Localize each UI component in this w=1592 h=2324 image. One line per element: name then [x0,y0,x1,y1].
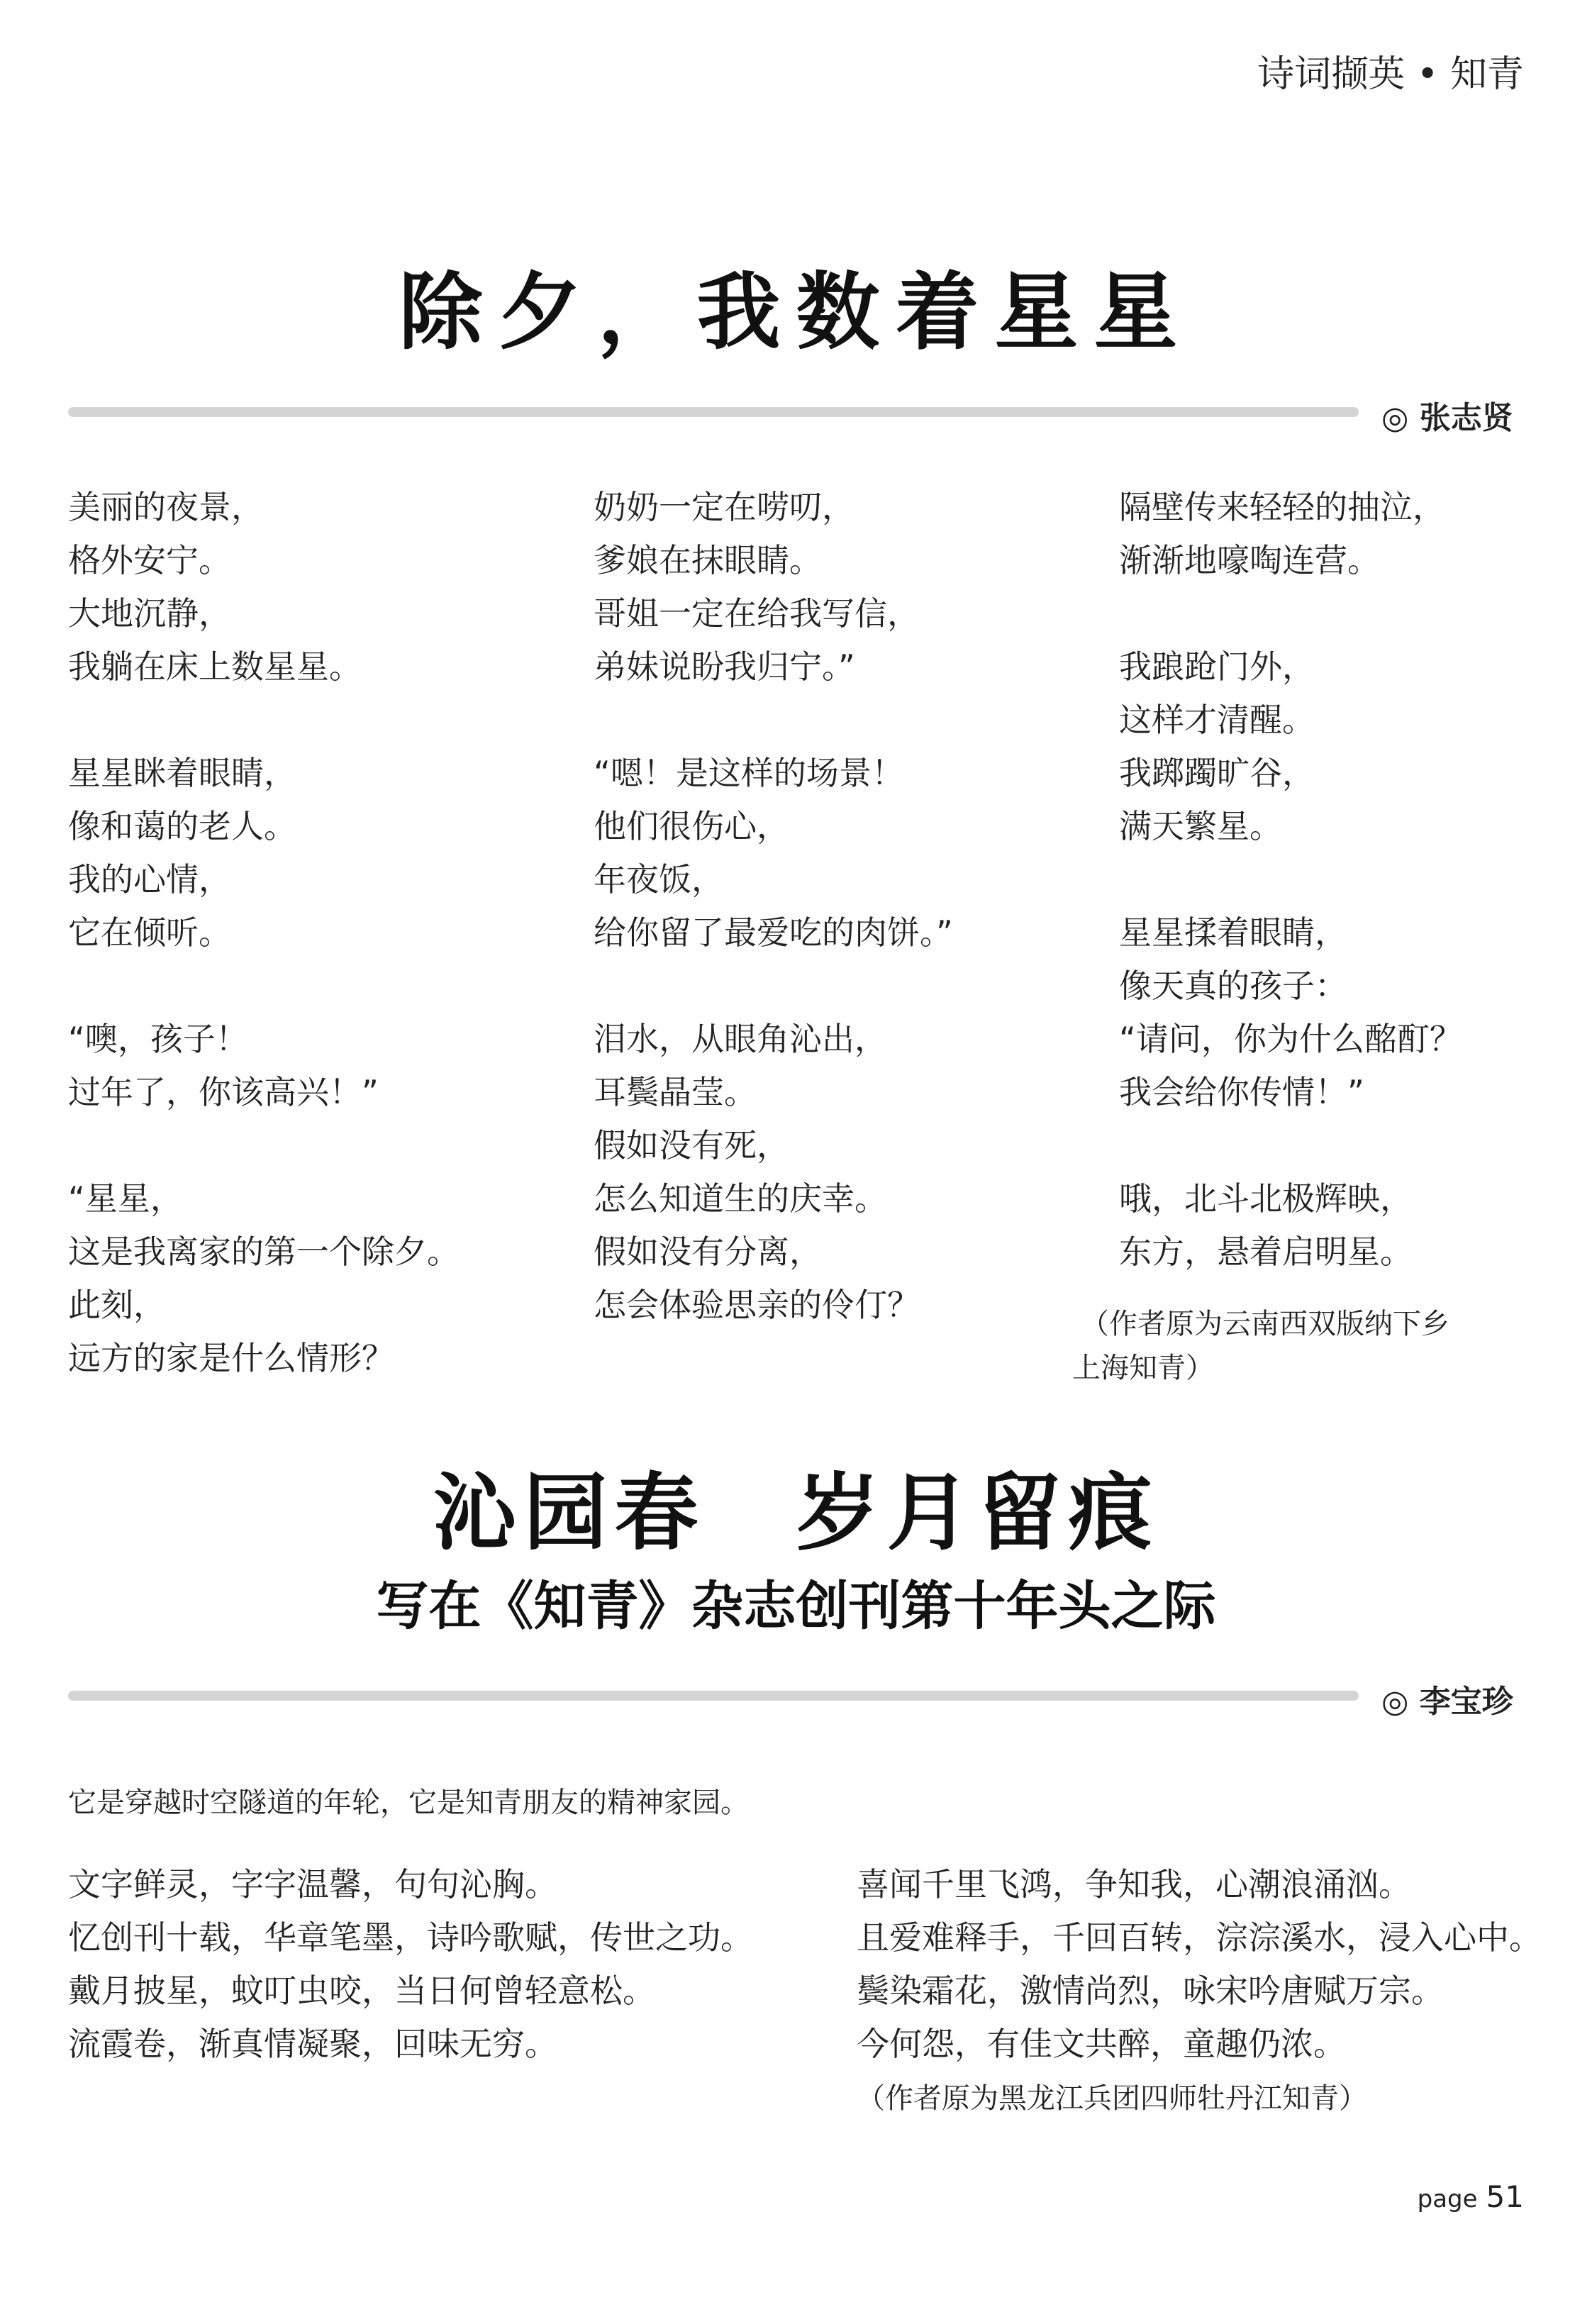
poem1-col2-line: 泪水，从眼角沁出， [594,1020,887,1058]
poem1-col2-line: 耳鬓晶莹。 [594,1073,757,1111]
poem1-col3-line: 这样才清醒。 [1119,701,1315,739]
poem1-col3-line: 哦，北斗北极辉映， [1119,1179,1413,1218]
divider-rule-1 [68,407,1359,417]
poem1-col2-line: 给你留了最爱吃的肉饼。” [594,913,953,952]
poem1-author-note [1072,1302,1449,1390]
poem2-col1-line: 流霞卷，渐真情凝聚，回味无穷。 [68,2025,557,2063]
poem2-col2-line: 今何怨，有佳文共醉，童趣仍浓。 [857,2025,1346,2063]
poem1-col3-line: “请问，你为什么酩酊？ [1119,1020,1462,1058]
poem1-col2-line: 怎么知道生的庆幸。 [594,1179,887,1218]
poem1-col1-line: “噢，孩子！ [68,1020,248,1058]
poem1-column-1 [68,481,460,1385]
poem1-col1-line: “星星， [68,1179,183,1218]
poem1-col3-line: 东方，悬着启明星。 [1119,1233,1413,1271]
page-number [1418,2179,1524,2214]
poem1-col3-line: 我会给你传情！” [1119,1073,1364,1111]
poem1-note-line-1: （作者原为云南西双版纳下乡 [1081,1308,1449,1340]
divider-rule-2 [68,1691,1359,1701]
poem1-col2-line: 年夜饭， [594,860,724,899]
poem1-col2-line: “嗯！是这样的场景！ [594,754,904,792]
poem1-col2-line: 爹娘在抹眼睛。 [594,541,822,579]
poem1-col3-line: 星星揉着眼睛， [1119,913,1347,952]
poem2-col2-line: 鬓染霜花，激情尚烈，咏宋吟唐赋万宗。 [857,1972,1444,2010]
poem1-col3-line [1119,587,1462,640]
poem1-col1-line: 我的心情， [68,860,231,899]
poem1-col2-line: 他们很伤心， [594,807,789,845]
page-number-value: 51 [1486,2179,1524,2214]
poem1-col3-line [1119,853,1462,906]
poem1-col1-line: 这是我离家的第一个除夕。 [68,1233,460,1271]
poem1-col3-line: 渐渐地嚎啕连营。 [1119,541,1380,579]
poem1-column-2 [594,481,953,1332]
poem2-col1-line: 戴月披星，蚊叮虫咬，当日何曾轻意松。 [68,1972,655,2010]
poem1-column-3 [1119,481,1462,1279]
poem1-col3-line: 我踯躅旷谷， [1119,754,1315,792]
poem2-col1-line: 文字鲜灵，字字温馨，句句沁胸。 [68,1865,557,1903]
poem1-col2-line [594,694,953,747]
poem1-col1-line [68,960,460,1013]
poem2-intro: 它是穿越时空隧道的年轮，它是知青朋友的精神家园。 [68,1786,749,1819]
poem1-col2-line: 怎会体验思亲的伶仃？ [594,1286,920,1324]
poem1-col1-line: 此刻， [68,1286,166,1324]
poem1-col3-line: 像天真的孩子： [1119,967,1347,1005]
poem1-col3-line: 满天繁星。 [1119,807,1282,845]
poem1-note-line-2: 上海知青） [1072,1352,1214,1384]
poem1-title: 除夕，我数着星星 [399,263,1193,361]
poem1-col1-line: 格外安宁。 [68,541,231,579]
poem2-column-1 [68,1858,753,2071]
poem1-col2-line: 假如没有死， [594,1126,789,1164]
poem1-col1-line [68,1119,460,1172]
poem2-col2-line: 且爱难释手，千回百转，淙淙溪水，浸入心中。 [857,1918,1542,1957]
section-tag: 诗词撷英 • 知青 [1257,53,1524,96]
poem1-col1-line: 星星眯着眼睛， [68,754,296,792]
poem1-col3-line: 隔壁传来轻轻的抽泣， [1119,488,1445,526]
poem1-col2-line: 哥姐一定在给我写信， [594,594,920,633]
poem1-col2-line [594,960,953,1013]
poem1-col1-line: 我躺在床上数星星。 [68,647,362,686]
poem2-col1-line: 忆创刊十载，华章笔墨，诗吟歌赋，传世之功。 [68,1918,753,1957]
poem1-col1-line [68,694,460,747]
poem1-col1-line: 大地沉静， [68,594,231,633]
page-label: page [1417,2185,1478,2213]
poem1-col3-line [1119,1119,1462,1172]
poem1-col1-line: 远方的家是什么情形？ [68,1339,394,1377]
poem2-author: ◎ 李宝珍 [1381,1684,1513,1720]
poem1-col3-line: 我踉跄门外， [1119,647,1315,686]
poem2-title: 沁园春 岁月留痕 [433,1464,1159,1562]
poem1-col1-line: 像和蔼的老人。 [68,807,296,845]
poem1-col2-line: 奶奶一定在唠叨， [594,488,855,526]
poem1-col1-line: 美丽的夜景， [68,488,264,526]
poem2-col2-line: 喜闻千里飞鸿，争知我，心潮浪涌汹。 [857,1865,1411,1903]
poem2-subtitle: 写在《知青》杂志创刊第十年头之际 [376,1576,1216,1637]
poem1-author: ◎ 张志贤 [1381,400,1513,436]
poem1-col1-line: 过年了，你该高兴！” [68,1073,379,1111]
poem1-col1-line: 它在倾听。 [68,913,231,952]
poem2-column-2 [857,1858,1542,2071]
poem1-col2-line: 弟妹说盼我归宁。” [594,647,855,686]
poem1-col2-line: 假如没有分离， [594,1233,822,1271]
poem2-author-note: （作者原为黑龙江兵团四师牡丹江知青） [857,2082,1367,2115]
